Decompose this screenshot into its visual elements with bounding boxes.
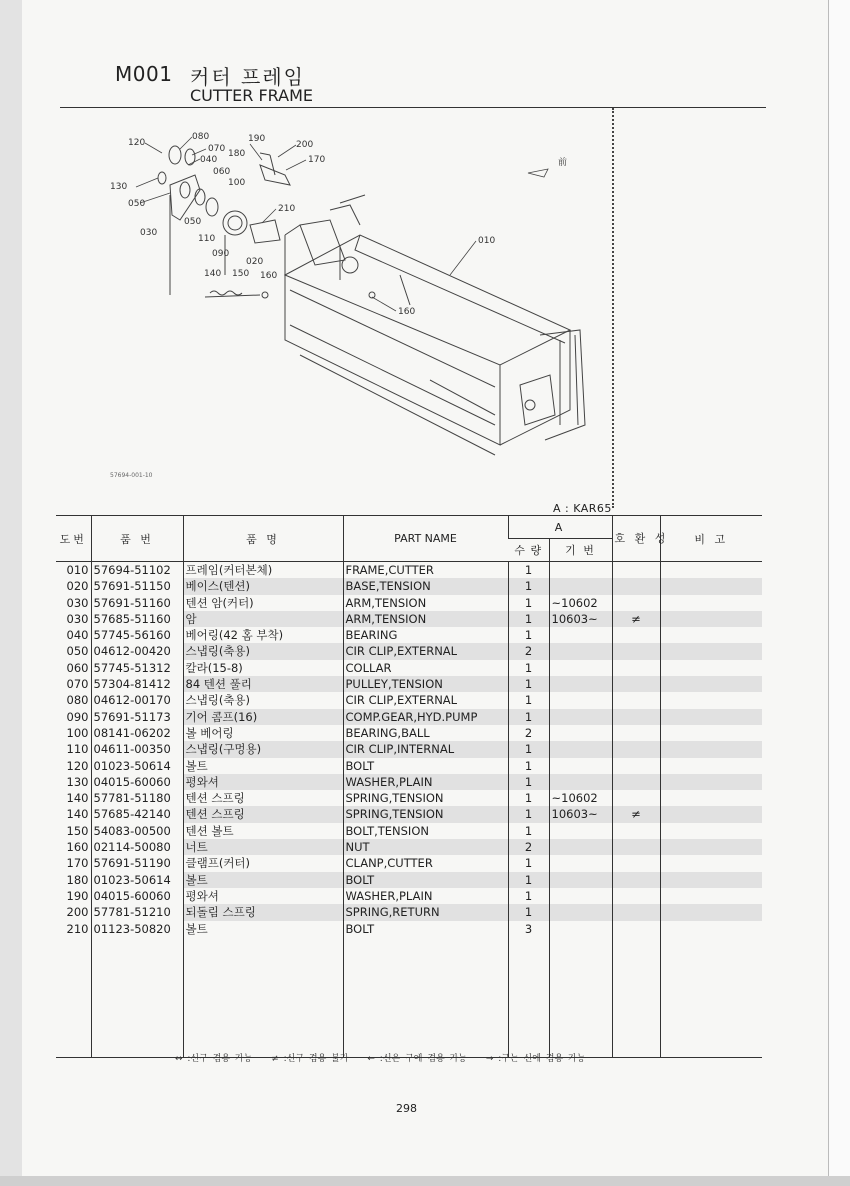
cell-serial: ~10602 bbox=[549, 790, 612, 806]
cell-qty: 1 bbox=[508, 741, 549, 757]
cell-remarks bbox=[660, 643, 762, 659]
cell-name-ko: 텐션 스프링 bbox=[183, 806, 343, 822]
drawing-code: 57694-001-10 bbox=[110, 472, 153, 479]
cell-qty: 1 bbox=[508, 676, 549, 692]
cell-interchange bbox=[612, 839, 660, 855]
cell-part-no: 57781-51180 bbox=[91, 790, 183, 806]
cell-serial bbox=[549, 904, 612, 920]
cell-qty: 1 bbox=[508, 578, 549, 594]
cell-name-ko: 스냅링(축용) bbox=[183, 692, 343, 708]
table-row bbox=[56, 676, 762, 692]
cell-serial bbox=[549, 774, 612, 790]
callout-label: 070 bbox=[208, 144, 226, 154]
cell-part-no: 04015-60060 bbox=[91, 774, 183, 790]
cell-serial bbox=[549, 692, 612, 708]
callout-label: 210 bbox=[278, 204, 296, 214]
cell-qty: 1 bbox=[508, 627, 549, 643]
cell-no: 140 bbox=[66, 807, 89, 822]
table-row bbox=[56, 855, 762, 871]
cell-remarks bbox=[660, 806, 762, 822]
cell-remarks bbox=[660, 839, 762, 855]
cell-part-name: CIR CLIP,EXTERNAL bbox=[343, 692, 508, 708]
cell-remarks bbox=[660, 758, 762, 774]
cell-serial bbox=[549, 823, 612, 839]
cell-interchange bbox=[612, 888, 660, 904]
cell-interchange bbox=[612, 904, 660, 920]
cell-part-name: FRAME,CUTTER bbox=[343, 562, 508, 579]
cell-name-ko: 텐션 볼트 bbox=[183, 823, 343, 839]
cell-part-no: 57745-51312 bbox=[91, 660, 183, 676]
table-row bbox=[56, 643, 762, 659]
cell-qty: 2 bbox=[508, 839, 549, 855]
callout-label: 060 bbox=[213, 167, 231, 177]
cell-part-name: PULLEY,TENSION bbox=[343, 676, 508, 692]
empty-cell bbox=[56, 937, 91, 1058]
cell-part-name: BASE,TENSION bbox=[343, 578, 508, 594]
cell-part-name: BOLT bbox=[343, 921, 508, 937]
col-header-part-name: PART NAME bbox=[343, 516, 508, 562]
cell-part-no: 57781-51210 bbox=[91, 904, 183, 920]
cell-part-name: BOLT,TENSION bbox=[343, 823, 508, 839]
cell-no: 060 bbox=[66, 660, 89, 675]
cell-name-ko: 클램프(커터) bbox=[183, 855, 343, 871]
table-row bbox=[56, 611, 762, 627]
table-row bbox=[56, 660, 762, 676]
cell-interchange: ≠ bbox=[612, 806, 660, 822]
cell-name-ko: 베이스(텐션) bbox=[183, 578, 343, 594]
callout-label: 170 bbox=[308, 155, 326, 165]
cell-qty: 2 bbox=[508, 643, 549, 659]
cell-part-no: 57745-56160 bbox=[91, 627, 183, 643]
cell-qty: 2 bbox=[508, 725, 549, 741]
cell-part-name: SPRING,RETURN bbox=[343, 904, 508, 920]
cell-no: 070 bbox=[66, 677, 89, 692]
callout-label: 140 bbox=[204, 269, 222, 279]
cell-part-no: 02114-50080 bbox=[91, 839, 183, 855]
cell-part-no: 57691-51173 bbox=[91, 709, 183, 725]
cell-no: 050 bbox=[66, 644, 89, 659]
cell-name-ko: 기어 콤프(16) bbox=[183, 709, 343, 725]
cell-remarks bbox=[660, 709, 762, 725]
cell-serial bbox=[549, 839, 612, 855]
cell-qty: 1 bbox=[508, 790, 549, 806]
cell-interchange bbox=[612, 676, 660, 692]
cell-part-no: 57685-42140 bbox=[91, 806, 183, 822]
callout-label: 160 bbox=[260, 271, 278, 281]
cell-name-ko: 볼트 bbox=[183, 872, 343, 888]
cell-qty: 1 bbox=[508, 888, 549, 904]
cell-qty: 1 bbox=[508, 904, 549, 920]
cell-no: 030 bbox=[66, 595, 89, 610]
cell-part-name: ARM,TENSION bbox=[343, 611, 508, 627]
table-row bbox=[56, 741, 762, 757]
table-row bbox=[56, 758, 762, 774]
cell-part-no: 04611-00350 bbox=[91, 741, 183, 757]
section-title-korean: 커터 프레임 bbox=[190, 65, 305, 89]
cell-qty: 1 bbox=[508, 758, 549, 774]
cell-part-name: WASHER,PLAIN bbox=[343, 774, 508, 790]
cell-part-no: 01023-50614 bbox=[91, 872, 183, 888]
cell-part-name: BEARING bbox=[343, 627, 508, 643]
cell-serial bbox=[549, 758, 612, 774]
cell-qty: 1 bbox=[508, 872, 549, 888]
section-title-english: CUTTER FRAME bbox=[190, 86, 313, 105]
cell-serial bbox=[549, 855, 612, 871]
title-underline bbox=[60, 107, 766, 108]
cell-remarks bbox=[660, 741, 762, 757]
cell-no: 020 bbox=[66, 579, 89, 594]
cell-remarks bbox=[660, 595, 762, 611]
cell-remarks bbox=[660, 790, 762, 806]
empty-cell bbox=[508, 937, 549, 1058]
cell-interchange bbox=[612, 627, 660, 643]
cell-part-name: BOLT bbox=[343, 758, 508, 774]
cell-interchange bbox=[612, 823, 660, 839]
cell-no: 210 bbox=[66, 921, 89, 936]
cell-part-no: 57304-81412 bbox=[91, 676, 183, 692]
cell-interchange bbox=[612, 692, 660, 708]
cell-name-ko: 볼 베어링 bbox=[183, 725, 343, 741]
empty-cell bbox=[91, 937, 183, 1058]
cell-no: 110 bbox=[66, 742, 89, 757]
cell-name-ko: 텐션 암(커터) bbox=[183, 595, 343, 611]
cell-serial bbox=[549, 643, 612, 659]
cell-no: 190 bbox=[66, 888, 89, 903]
cell-serial: 10603~ bbox=[549, 806, 612, 822]
cell-qty: 1 bbox=[508, 562, 549, 579]
cell-serial bbox=[549, 725, 612, 741]
cell-serial bbox=[549, 741, 612, 757]
cell-serial bbox=[549, 676, 612, 692]
empty-cell bbox=[343, 937, 508, 1058]
cell-interchange: ≠ bbox=[612, 611, 660, 627]
cell-name-ko: 평와셔 bbox=[183, 888, 343, 904]
cell-no: 200 bbox=[66, 905, 89, 920]
cell-qty: 1 bbox=[508, 806, 549, 822]
cell-part-no: 01023-50614 bbox=[91, 758, 183, 774]
cell-remarks bbox=[660, 692, 762, 708]
col-header-model-group: A bbox=[508, 516, 612, 539]
empty-cell bbox=[549, 937, 612, 1058]
callout-label: 010 bbox=[478, 236, 496, 246]
cell-qty: 1 bbox=[508, 660, 549, 676]
col-header-qty: 수 량 bbox=[508, 539, 549, 562]
model-note: A : KAR65 bbox=[553, 502, 612, 515]
cell-interchange bbox=[612, 709, 660, 725]
cell-part-no: 57691-51190 bbox=[91, 855, 183, 871]
cell-remarks bbox=[660, 888, 762, 904]
cell-interchange bbox=[612, 725, 660, 741]
cell-name-ko: 텐션 스프링 bbox=[183, 790, 343, 806]
legend-item: ↔ :신구 겸용 가능 bbox=[175, 1054, 253, 1064]
callout-label: 050 bbox=[184, 217, 202, 227]
table-row bbox=[56, 578, 762, 594]
callout-label: 050 bbox=[128, 199, 146, 209]
cell-part-no: 57691-51150 bbox=[91, 578, 183, 594]
callout-label: 020 bbox=[246, 257, 264, 267]
cell-serial bbox=[549, 562, 612, 579]
cell-remarks bbox=[660, 774, 762, 790]
cell-interchange bbox=[612, 562, 660, 579]
cell-remarks bbox=[660, 921, 762, 937]
cell-interchange bbox=[612, 790, 660, 806]
callout-label: 040 bbox=[200, 155, 218, 165]
cell-no: 170 bbox=[66, 856, 89, 871]
front-direction-mark: 前 bbox=[558, 158, 568, 168]
col-header-part-no: 품 번 bbox=[91, 516, 183, 562]
cell-qty: 3 bbox=[508, 921, 549, 937]
cell-part-name: BEARING,BALL bbox=[343, 725, 508, 741]
table-row bbox=[56, 709, 762, 725]
cell-serial bbox=[549, 627, 612, 643]
legend-item: ≠ :신구 겸용 불가 bbox=[271, 1054, 349, 1064]
cell-interchange bbox=[612, 643, 660, 659]
cell-no: 150 bbox=[66, 823, 89, 838]
cell-part-name: CIR CLIP,INTERNAL bbox=[343, 741, 508, 757]
cell-name-ko: 너트 bbox=[183, 839, 343, 855]
table-row bbox=[56, 806, 762, 822]
cell-no: 040 bbox=[66, 628, 89, 643]
cell-name-ko: 되돌림 스프링 bbox=[183, 904, 343, 920]
cell-interchange bbox=[612, 660, 660, 676]
cell-no: 140 bbox=[66, 791, 89, 806]
cell-part-no: 54083-00500 bbox=[91, 823, 183, 839]
cell-part-no: 57685-51160 bbox=[91, 611, 183, 627]
callout-label: 200 bbox=[296, 140, 314, 150]
right-scan-margin bbox=[828, 0, 850, 1186]
cell-interchange bbox=[612, 921, 660, 937]
cell-part-name: BOLT bbox=[343, 872, 508, 888]
cell-part-name: CLANP,CUTTER bbox=[343, 855, 508, 871]
cell-part-name: WASHER,PLAIN bbox=[343, 888, 508, 904]
col-header-serial: 기 번 bbox=[549, 539, 612, 562]
cell-remarks bbox=[660, 823, 762, 839]
cell-serial bbox=[549, 888, 612, 904]
callout-label: 100 bbox=[228, 178, 246, 188]
cell-part-no: 57694-51102 bbox=[91, 562, 183, 579]
cell-qty: 1 bbox=[508, 823, 549, 839]
interchange-legend bbox=[175, 1051, 599, 1064]
callout-label: 150 bbox=[232, 269, 250, 279]
cell-name-ko: 베어링(42 홈 부착) bbox=[183, 627, 343, 643]
cell-name-ko: 프레임(커터본체) bbox=[183, 562, 343, 579]
col-header-interchange: 호 환 성 bbox=[612, 516, 660, 562]
table-row bbox=[56, 790, 762, 806]
cutter-frame-drawing bbox=[285, 195, 585, 455]
callout-label: 180 bbox=[228, 149, 246, 159]
legend-item: → :구는 신에 겸용 가능 bbox=[485, 1054, 586, 1064]
table-row bbox=[56, 921, 762, 937]
cell-name-ko: 스냅링(구멍용) bbox=[183, 741, 343, 757]
cell-name-ko: 평와셔 bbox=[183, 774, 343, 790]
table-filler-row bbox=[56, 937, 762, 1058]
cell-interchange bbox=[612, 578, 660, 594]
cell-remarks bbox=[660, 627, 762, 643]
cell-no: 090 bbox=[66, 709, 89, 724]
callout-label: 080 bbox=[192, 132, 210, 142]
exploded-parts-diagram bbox=[100, 125, 620, 495]
cell-interchange bbox=[612, 758, 660, 774]
cell-part-no: 01123-50820 bbox=[91, 921, 183, 937]
table-row bbox=[56, 823, 762, 839]
cell-interchange bbox=[612, 872, 660, 888]
callout-label: 190 bbox=[248, 134, 266, 144]
cell-part-no: 57691-51160 bbox=[91, 595, 183, 611]
cell-qty: 1 bbox=[508, 709, 549, 725]
cell-remarks bbox=[660, 904, 762, 920]
col-header-remarks: 비 고 bbox=[660, 516, 762, 562]
cell-interchange bbox=[612, 741, 660, 757]
cell-no: 130 bbox=[66, 774, 89, 789]
cell-remarks bbox=[660, 578, 762, 594]
cell-interchange bbox=[612, 774, 660, 790]
empty-cell bbox=[660, 937, 762, 1058]
cell-serial bbox=[549, 578, 612, 594]
cell-part-name: ARM,TENSION bbox=[343, 595, 508, 611]
cell-no: 030 bbox=[66, 611, 89, 626]
cell-qty: 1 bbox=[508, 774, 549, 790]
cell-qty: 1 bbox=[508, 611, 549, 627]
bottom-scan-margin bbox=[0, 1176, 850, 1186]
empty-cell bbox=[183, 937, 343, 1058]
cell-part-no: 04015-60060 bbox=[91, 888, 183, 904]
table-row bbox=[56, 595, 762, 611]
cell-name-ko: 볼트 bbox=[183, 758, 343, 774]
table-row bbox=[56, 904, 762, 920]
callout-label: 160 bbox=[398, 307, 416, 317]
table-row bbox=[56, 872, 762, 888]
cell-part-name: COMP.GEAR,HYD.PUMP bbox=[343, 709, 508, 725]
cell-part-no: 04612-00170 bbox=[91, 692, 183, 708]
cell-qty: 1 bbox=[508, 855, 549, 871]
section-code: M001 bbox=[115, 62, 173, 86]
cell-no: 120 bbox=[66, 758, 89, 773]
cell-name-ko: 암 bbox=[183, 611, 343, 627]
cell-remarks bbox=[660, 660, 762, 676]
col-header-no: 도번 bbox=[56, 516, 91, 562]
cell-serial: 10603~ bbox=[549, 611, 612, 627]
cell-qty: 1 bbox=[508, 692, 549, 708]
cell-no: 100 bbox=[66, 725, 89, 740]
cell-remarks bbox=[660, 725, 762, 741]
left-scan-margin bbox=[0, 0, 22, 1186]
cell-serial bbox=[549, 921, 612, 937]
cell-remarks bbox=[660, 676, 762, 692]
cell-interchange bbox=[612, 855, 660, 871]
table-row bbox=[56, 627, 762, 643]
cell-serial bbox=[549, 709, 612, 725]
table-row bbox=[56, 725, 762, 741]
table-row bbox=[56, 692, 762, 708]
cell-part-no: 04612-00420 bbox=[91, 643, 183, 659]
cell-no: 160 bbox=[66, 840, 89, 855]
table-row bbox=[56, 562, 762, 579]
cell-part-name: NUT bbox=[343, 839, 508, 855]
cell-no: 180 bbox=[66, 872, 89, 887]
cell-part-name: SPRING,TENSION bbox=[343, 790, 508, 806]
callout-label: 090 bbox=[212, 249, 230, 259]
cell-part-name: SPRING,TENSION bbox=[343, 806, 508, 822]
cell-name-ko: 84 텐션 풀리 bbox=[183, 676, 343, 692]
cell-serial: ~10602 bbox=[549, 595, 612, 611]
callout-label: 110 bbox=[198, 234, 216, 244]
cell-interchange bbox=[612, 595, 660, 611]
page-number: 298 bbox=[396, 1102, 417, 1115]
cell-name-ko: 스냅링(축용) bbox=[183, 643, 343, 659]
cell-no: 080 bbox=[66, 693, 89, 708]
empty-cell bbox=[612, 937, 660, 1058]
callout-label: 120 bbox=[128, 138, 146, 148]
cell-serial bbox=[549, 660, 612, 676]
cell-part-name: CIR CLIP,EXTERNAL bbox=[343, 643, 508, 659]
cell-part-name: COLLAR bbox=[343, 660, 508, 676]
cell-remarks bbox=[660, 562, 762, 579]
cell-name-ko: 볼트 bbox=[183, 921, 343, 937]
cell-serial bbox=[549, 872, 612, 888]
callout-label: 030 bbox=[140, 228, 158, 238]
cell-qty: 1 bbox=[508, 595, 549, 611]
cell-remarks bbox=[660, 872, 762, 888]
table-row bbox=[56, 774, 762, 790]
col-header-name-korean: 품 명 bbox=[183, 516, 343, 562]
cell-part-no: 08141-06202 bbox=[91, 725, 183, 741]
cell-name-ko: 칼라(15-8) bbox=[183, 660, 343, 676]
cell-remarks bbox=[660, 611, 762, 627]
table-row bbox=[56, 888, 762, 904]
parts-table bbox=[56, 515, 762, 1058]
cell-no: 010 bbox=[66, 563, 89, 577]
table-row bbox=[56, 839, 762, 855]
callout-label: 130 bbox=[110, 182, 128, 192]
cell-remarks bbox=[660, 855, 762, 871]
legend-item: ← :신은 구에 겸용 가능 bbox=[367, 1054, 467, 1064]
